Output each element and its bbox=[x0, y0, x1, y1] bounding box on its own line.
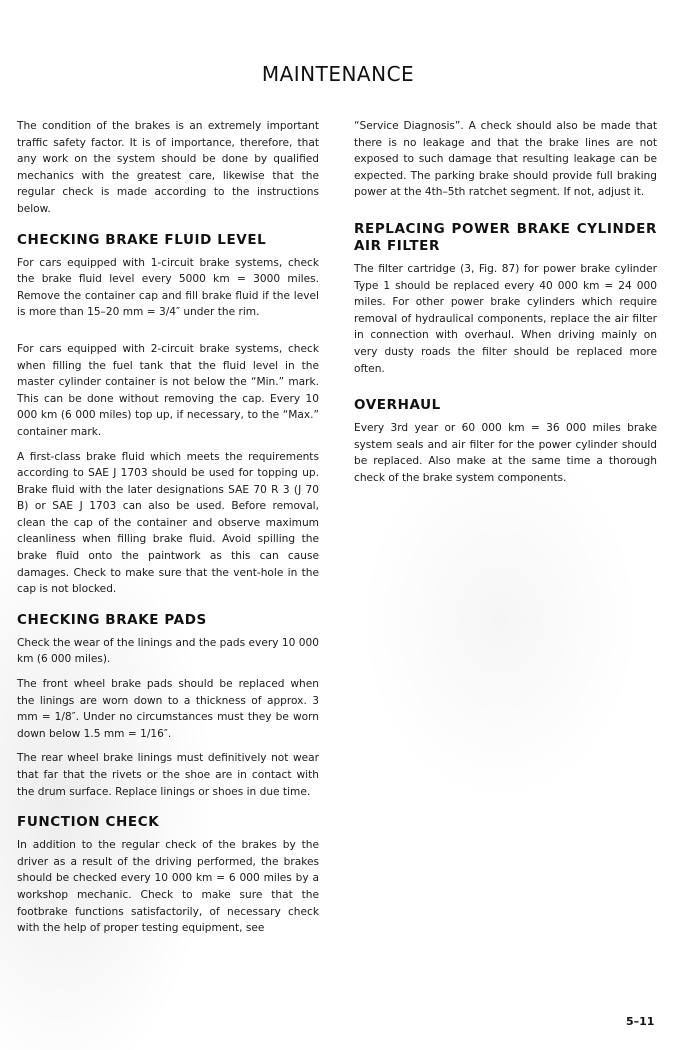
section-replacing-air-filter bbox=[354, 221, 657, 377]
section-overhaul bbox=[354, 397, 657, 486]
paragraph: Check the wear of the linings and the pads every 10 000 km (6 000 miles). bbox=[17, 636, 319, 666]
section-heading: FUNCTION CHECK bbox=[17, 814, 160, 831]
paragraph: A first-class brake fluid which meets the requirements according to SAE J 1703 should be used for topping up. Brake fluid with the later designations SAE 70 R 3 (J 70 B) or SAE J 1703 can also be used. Before removal, clean the cap of the container and observe maximum cleanliness when filling brake fluid. Avoid spilling the brake fluid onto the paintwork as this can cause damages. Check to make sure that the vent-hole in the cap is not blocked. bbox=[17, 450, 319, 596]
section-heading: CHECKING BRAKE PADS bbox=[17, 611, 207, 628]
section-heading: REPLACING POWER BRAKE CYLINDER AIR FILTER bbox=[354, 220, 657, 254]
page-title: MAINTENANCE bbox=[261, 62, 415, 86]
section-checking-brake-fluid-level bbox=[17, 232, 319, 598]
intro-paragraph: The condition of the brakes is an extremely important traffic safety factor. It is of importance, therefore, that any work on the system should be done by qualified mechanics with the greatest care, likewise that the regular check is made according to the instructions below. bbox=[17, 120, 319, 215]
section-function-check bbox=[17, 814, 319, 937]
continuation-paragraph: “Service Diagnosis”. A check should also be made that there is no leakage and that the brake lines are not exposed to such damage that resulting leakage can be expected. The parking brake should provide full braking power at the 4th–5th ratchet segment. If not, adjust it. bbox=[354, 120, 657, 199]
section-checking-brake-pads bbox=[17, 612, 319, 800]
paragraph: The filter cartridge (3, Fig. 87) for power brake cylinder Type 1 should be replaced every 40 000 km = 24 000 miles. For other power brake cylinders which require removal of hydraulical components, replace the air filter in connection with overhaul. When driving mainly on very dusty roads the filter should be replaced more often. bbox=[354, 262, 657, 375]
paragraph: In addition to the regular check of the brakes by the driver as a result of the driving performed, the brakes should be checked every 10 000 km = 6 000 miles by a workshop mechanic. Check to make sure that the footbrake functions satisfactorily, of necessary check with the help of proper testing equipment, see bbox=[17, 839, 319, 935]
paragraph: The rear wheel brake linings must definitively not wear that far that the rivets or the shoe are in contact with the drum surface. Replace linings or shoes in due time. bbox=[17, 752, 319, 798]
left-column bbox=[17, 118, 319, 945]
paragraph: The front wheel brake pads should be replaced when the linings are worn down to a thickness of approx. 3 mm = 1/8″. Under no circumstances must they be worn down below 1.5 mm = 1/16″. bbox=[17, 678, 319, 740]
section-heading: OVERHAUL bbox=[354, 397, 441, 414]
section-heading: CHECKING BRAKE FLUID LEVEL bbox=[17, 231, 267, 248]
right-column bbox=[354, 118, 657, 495]
page-number: 5–11 bbox=[626, 1015, 655, 1028]
paragraph: Every 3rd year or 60 000 km = 36 000 miles brake system seals and air filter for the power cylinder should be replaced. Also make at the same time a thorough check of the brake system components. bbox=[354, 422, 657, 484]
paragraph: For cars equipped with 2-circuit brake systems, check when filling the fuel tank that the fluid level in the master cylinder container is not below the “Min.” mark. This can be done without removing the cap. Every 10 000 km (6 000 miles) top up, if necessary, to the “Max.” container mark. bbox=[17, 342, 319, 438]
paragraph: For cars equipped with 1-circuit brake systems, check the brake fluid level every 5000 km = 3000 miles. Remove the container cap and fill brake fluid if the level is more than 15–20 mm = 3/4″ under the rim. bbox=[17, 256, 319, 319]
